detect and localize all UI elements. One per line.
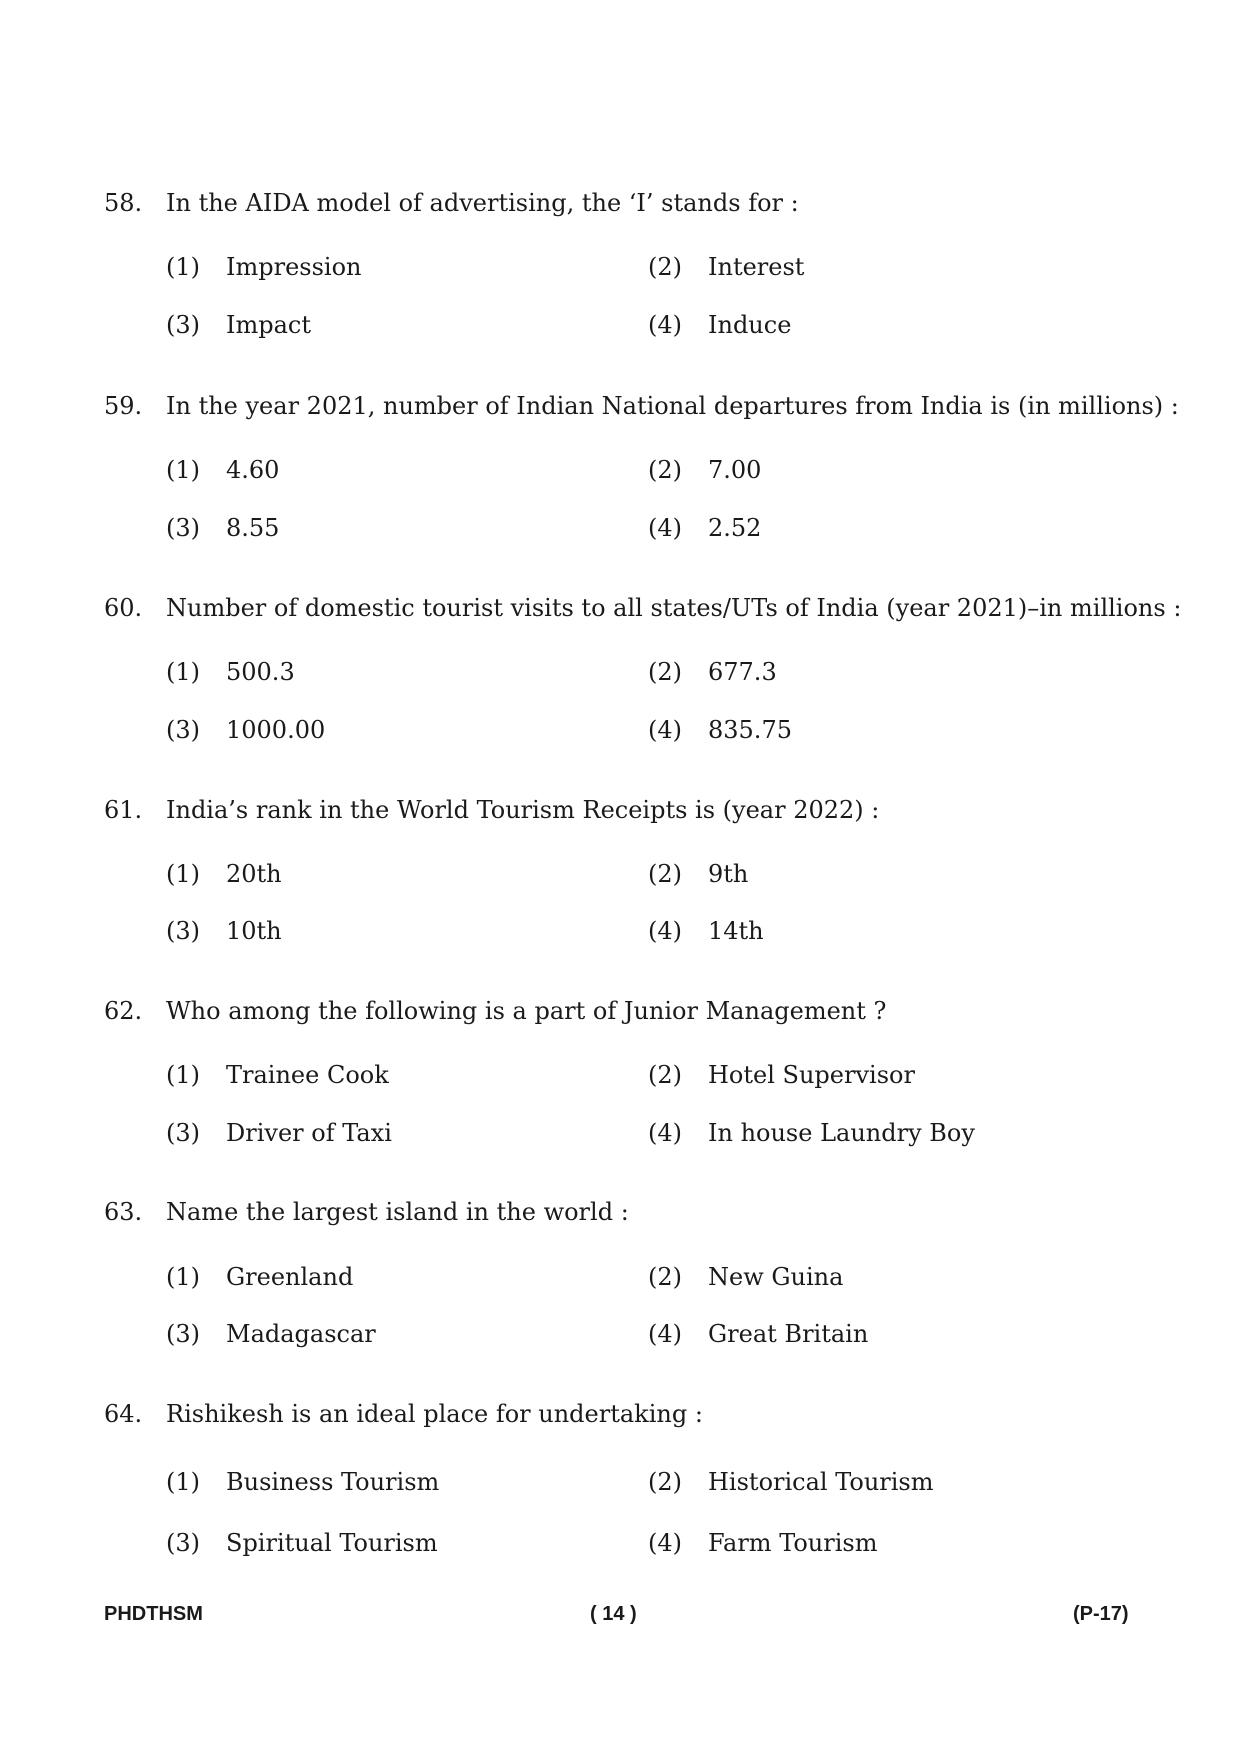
option-number: (1) [166, 1263, 200, 1291]
option-number: (1) [166, 253, 200, 281]
option-number: (2) [648, 1061, 682, 1089]
option-text: 835.75 [708, 716, 792, 744]
option-text: Great Britain [708, 1320, 869, 1348]
option-number: (3) [166, 1320, 200, 1348]
option-number: (1) [166, 456, 200, 484]
option-number: (4) [648, 514, 682, 542]
option-text: Madagascar [226, 1320, 376, 1348]
option-number: (4) [648, 917, 682, 945]
option-text: New Guina [708, 1263, 844, 1291]
question-number: 63. [104, 1198, 143, 1226]
option-text: Impact [226, 311, 311, 339]
question-text: Who among the following is a part of Junior Management ? [166, 997, 887, 1025]
footer-page-number: ( 14 ) [590, 1603, 637, 1625]
option-number: (3) [166, 1529, 200, 1557]
option-number: (2) [648, 860, 682, 888]
option-number: (2) [648, 456, 682, 484]
question-text: In the year 2021, number of Indian National departures from India is (in millions) : [166, 392, 1179, 420]
option-number: (4) [648, 1529, 682, 1557]
option-number: (4) [648, 1320, 682, 1348]
option-number: (3) [166, 917, 200, 945]
option-text: Trainee Cook [226, 1061, 389, 1089]
option-number: (2) [648, 253, 682, 281]
option-text: Impression [226, 253, 362, 281]
option-text: Greenland [226, 1263, 354, 1291]
option-text: 10th [226, 917, 282, 945]
question-number: 58. [104, 189, 143, 217]
option-text: Induce [708, 311, 792, 339]
question-number: 60. [104, 594, 143, 622]
question-number: 64. [104, 1400, 143, 1428]
option-text: Interest [708, 253, 805, 281]
option-number: (4) [648, 1119, 682, 1147]
option-text: 9th [708, 860, 749, 888]
option-number: (2) [648, 1468, 682, 1496]
option-text: 8.55 [226, 514, 280, 542]
option-number: (1) [166, 1468, 200, 1496]
question-text: India’s rank in the World Tourism Receipts is (year 2022) : [166, 796, 880, 824]
option-number: (1) [166, 658, 200, 686]
option-number: (3) [166, 716, 200, 744]
option-text: 7.00 [708, 456, 762, 484]
option-text: 14th [708, 917, 764, 945]
option-number: (2) [648, 1263, 682, 1291]
option-text: In house Laundry Boy [708, 1119, 975, 1147]
question-text: Name the largest island in the world : [166, 1198, 629, 1226]
option-number: (3) [166, 1119, 200, 1147]
question-text: In the AIDA model of advertising, the ‘I’ stands for : [166, 189, 799, 217]
option-number: (3) [166, 311, 200, 339]
question-number: 61. [104, 796, 143, 824]
question-number: 62. [104, 997, 143, 1025]
option-text: 500.3 [226, 658, 295, 686]
option-text: 20th [226, 860, 282, 888]
option-text: Driver of Taxi [226, 1119, 392, 1147]
option-text: Spiritual Tourism [226, 1529, 438, 1557]
option-number: (1) [166, 860, 200, 888]
option-text: 2.52 [708, 514, 762, 542]
option-number: (1) [166, 1061, 200, 1089]
option-text: Farm Tourism [708, 1529, 878, 1557]
option-text: Historical Tourism [708, 1468, 934, 1496]
option-text: 677.3 [708, 658, 777, 686]
option-text: Business Tourism [226, 1468, 440, 1496]
option-number: (4) [648, 311, 682, 339]
footer-paper-code: PHDTHSM [104, 1603, 203, 1625]
option-text: 1000.00 [226, 716, 326, 744]
question-text: Rishikesh is an ideal place for undertaking : [166, 1400, 703, 1428]
question-number: 59. [104, 392, 143, 420]
question-text: Number of domestic tourist visits to all states/UTs of India (year 2021)–in millions : [166, 594, 1182, 622]
option-number: (4) [648, 716, 682, 744]
option-number: (2) [648, 658, 682, 686]
footer-set-code: (P-17) [1073, 1603, 1129, 1625]
option-number: (3) [166, 514, 200, 542]
option-text: 4.60 [226, 456, 280, 484]
option-text: Hotel Supervisor [708, 1061, 915, 1089]
